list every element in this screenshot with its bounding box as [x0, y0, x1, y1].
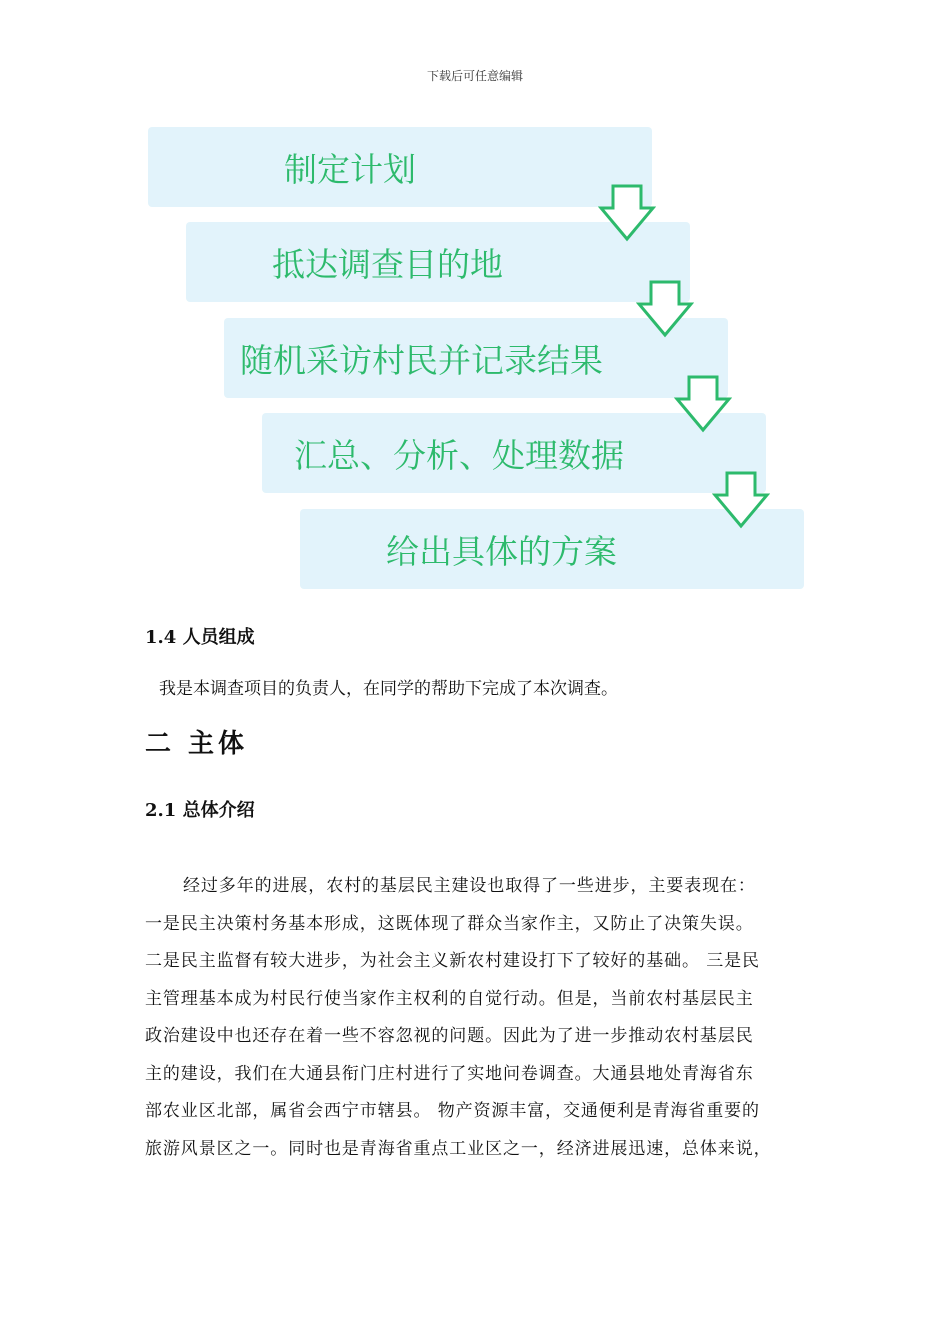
section-2-1-heading: 2.1 总体介绍 — [145, 800, 255, 821]
header-note: 下载后可任意编辑 — [426, 69, 523, 83]
arrow-down-icon — [674, 375, 732, 433]
section-1-4-heading: 1.4 人员组成 — [145, 627, 255, 648]
flow-step-1 — [148, 127, 652, 207]
section-1-4-text: 我是本调查项目的负责人，在同学的帮助下完成了本次调查。 — [159, 679, 618, 699]
flow-step-3-label: 随机采访村民并记录结果 — [240, 340, 603, 380]
flow-step-5-label: 给出具体的方案 — [386, 531, 617, 571]
body-line: 主的建设，我们在大通县衔门庄村进行了实地问卷调查。大通县地处青海省东 — [145, 1064, 754, 1084]
body-line: 旅游风景区之一。同时也是青海省重点工业区之一，经济进展迅速，总体来说， — [145, 1139, 772, 1159]
body-line: 政治建设中也还存在着一些不容忽视的问题。因此为了进一步推动农村基层民 — [145, 1026, 754, 1046]
body-line: 一是民主决策村务基本形成，这既体现了群众当家作主，又防止了决策失误。 — [145, 914, 754, 934]
flow-step-1-label: 制定计划 — [284, 149, 416, 189]
arrow-down-icon — [598, 184, 656, 242]
arrow-down-icon — [712, 471, 770, 529]
body-line: 部农业区北部，属省会西宁市辖县。 物产资源丰富，交通便利是青海省重要的 — [145, 1101, 760, 1121]
body-line: 经过多年的进展，农村的基层民主建设也取得了一些进步，主要表现在： — [183, 876, 756, 896]
arrow-down-icon — [636, 280, 694, 338]
section-2-heading: 二 主体 — [145, 729, 249, 759]
flow-step-2-label: 抵达调查目的地 — [272, 244, 503, 284]
body-line: 主管理基本成为村民行使当家作主权利的自觉行动。但是，当前农村基层民主 — [145, 989, 754, 1009]
body-line: 二是民主监督有较大进步，为社会主义新农村建设打下了较好的基础。 三是民 — [145, 951, 760, 971]
flow-step-4-label: 汇总、分析、处理数据 — [294, 435, 624, 475]
